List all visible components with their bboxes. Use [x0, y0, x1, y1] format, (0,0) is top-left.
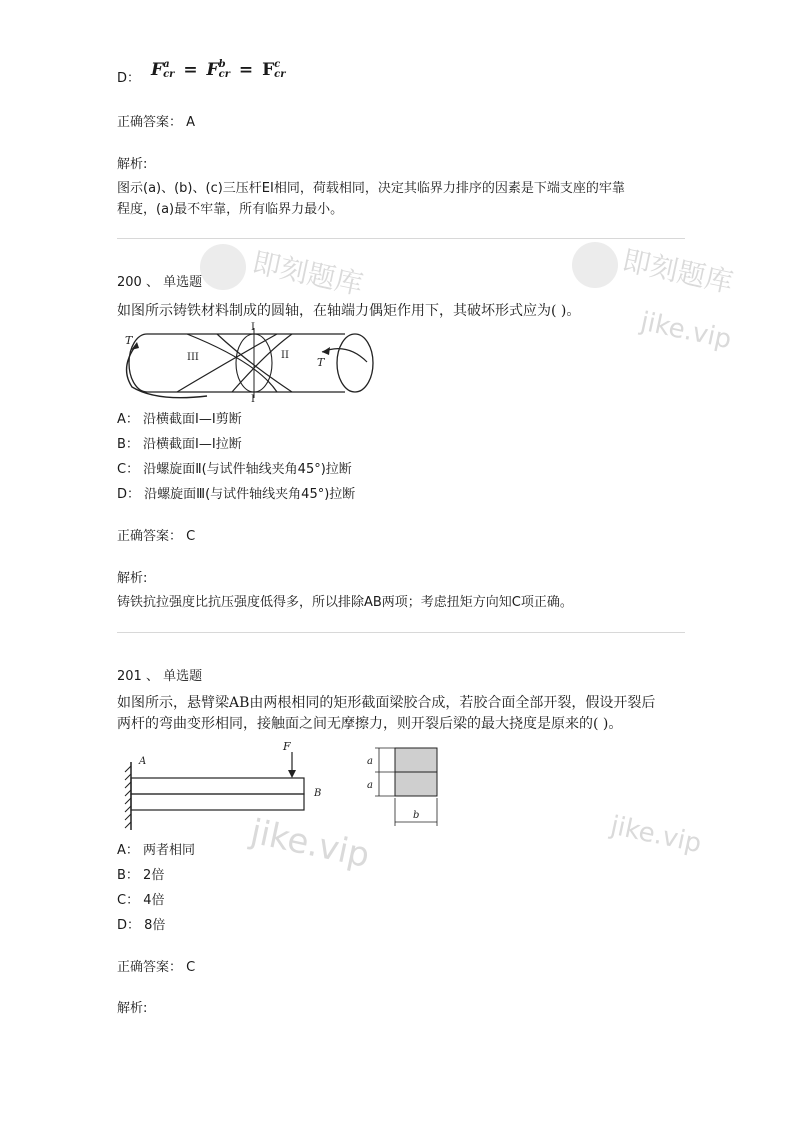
- q199-formula: [151, 60, 286, 80]
- question-divider: [117, 632, 685, 633]
- watermark-brand: 即刻题库: [619, 243, 736, 300]
- cylinder-end: [337, 334, 373, 392]
- q199-analysis-label: 解析:: [117, 157, 148, 172]
- q201-beam-figure: [117, 738, 447, 834]
- label-dim-a1: a: [367, 756, 373, 767]
- q199-answer: 正确答案： A: [117, 115, 196, 130]
- q201-analysis-label: 解析:: [117, 1001, 148, 1016]
- formula-lhs: F: [151, 60, 164, 80]
- label-force: F: [283, 740, 291, 753]
- q201-option-b[interactable]: B： 2倍: [117, 868, 165, 883]
- q200-answer: 正确答案： C: [117, 529, 196, 544]
- label-a-point: A: [139, 756, 147, 767]
- q201-option-a[interactable]: A： 两者相同: [117, 843, 196, 858]
- q200-option-d[interactable]: D： 沿螺旋面Ⅲ(与试件轴线夹角45°)拉断: [117, 487, 356, 502]
- q199-analysis-line1: 图示(a)、(b)、(c)三压杆EI相同，荷载相同，决定其临界力排序的因素是下端支座的牢靠: [117, 181, 625, 196]
- formula-lhs-sup: a: [163, 59, 170, 70]
- q200-torsion-figure: [117, 322, 387, 402]
- helix-iii: [177, 334, 292, 392]
- formula-rhs: F: [262, 60, 275, 80]
- label-sec1-bottom: I: [251, 394, 255, 402]
- q201-stem-line1: 如图所示，悬臂梁AB由两根相同的矩形截面梁胶合成，若胶合面全部开裂，假设开裂后: [117, 695, 656, 711]
- force-arrowhead: [288, 770, 296, 778]
- q199-option-d-prefix: D：: [117, 71, 141, 86]
- section-top: [395, 748, 437, 772]
- label-sec1-top: I: [251, 322, 255, 333]
- q201-option-d[interactable]: D： 8倍: [117, 918, 166, 933]
- formula-rhs-sup: c: [274, 59, 281, 70]
- q200-header: 200 、 单选题: [117, 275, 203, 290]
- formula-rhs-sub: cr: [274, 69, 286, 80]
- q199-analysis-line2: 程度，(a)最不牢靠，所有临界力最小。: [117, 202, 344, 217]
- watermark-brand: 即刻题库: [249, 245, 366, 302]
- q201-option-c[interactable]: C： 4倍: [117, 893, 165, 908]
- cylinder-body: [129, 334, 345, 392]
- q200-option-a[interactable]: A： 沿横截面Ⅰ—Ⅰ剪断: [117, 412, 242, 427]
- q200-option-b[interactable]: B： 沿横截面Ⅰ—Ⅰ拉断: [117, 437, 242, 452]
- q200-option-c[interactable]: C： 沿螺旋面Ⅱ(与试件轴线夹角45°)拉断: [117, 462, 352, 477]
- label-sec3: III: [187, 352, 199, 363]
- label-b-point: B: [314, 788, 322, 799]
- label-dim-b: b: [413, 810, 420, 821]
- beam-bottom: [131, 794, 304, 810]
- formula-mid-sup: b: [218, 59, 226, 70]
- panda-watermark-icon: [572, 242, 618, 288]
- q201-stem-line2: 两杆的弯曲变形相同，接触面之间无摩擦力，则开裂后梁的最大挠度是原来的( )。: [117, 716, 623, 732]
- label-t-right: T: [317, 356, 325, 369]
- formula-mid-sub: cr: [218, 69, 230, 80]
- label-t-left: T: [125, 334, 133, 347]
- q201-answer: 正确答案： C: [117, 960, 196, 975]
- watermark-domain: jike.vip: [637, 306, 735, 356]
- formula-lhs-sub: cr: [163, 69, 175, 80]
- helix-ii: [187, 334, 292, 392]
- formula-eq2: =: [238, 60, 254, 80]
- formula-mid: F: [206, 60, 219, 80]
- watermark-domain: jike.vip: [247, 811, 374, 877]
- wall-hatching: [125, 766, 131, 828]
- label-sec2: II: [281, 350, 289, 361]
- q200-analysis-label: 解析:: [117, 571, 148, 586]
- question-divider: [117, 238, 685, 239]
- q200-stem: 如图所示铸铁材料制成的圆轴，在轴端力偶矩作用下，其破坏形式应为( )。: [117, 303, 581, 319]
- formula-eq1: =: [183, 60, 198, 80]
- beam-top: [131, 778, 304, 794]
- label-dim-a2: a: [367, 780, 373, 791]
- panda-watermark-icon: [200, 244, 246, 290]
- watermark-domain: jike.vip: [607, 810, 705, 860]
- section-bottom: [395, 772, 437, 796]
- q200-analysis: 铸铁抗拉强度比抗压强度低得多，所以排除AB两项；考虑扭矩方向知C项正确。: [117, 595, 573, 610]
- q201-header: 201 、 单选题: [117, 669, 203, 684]
